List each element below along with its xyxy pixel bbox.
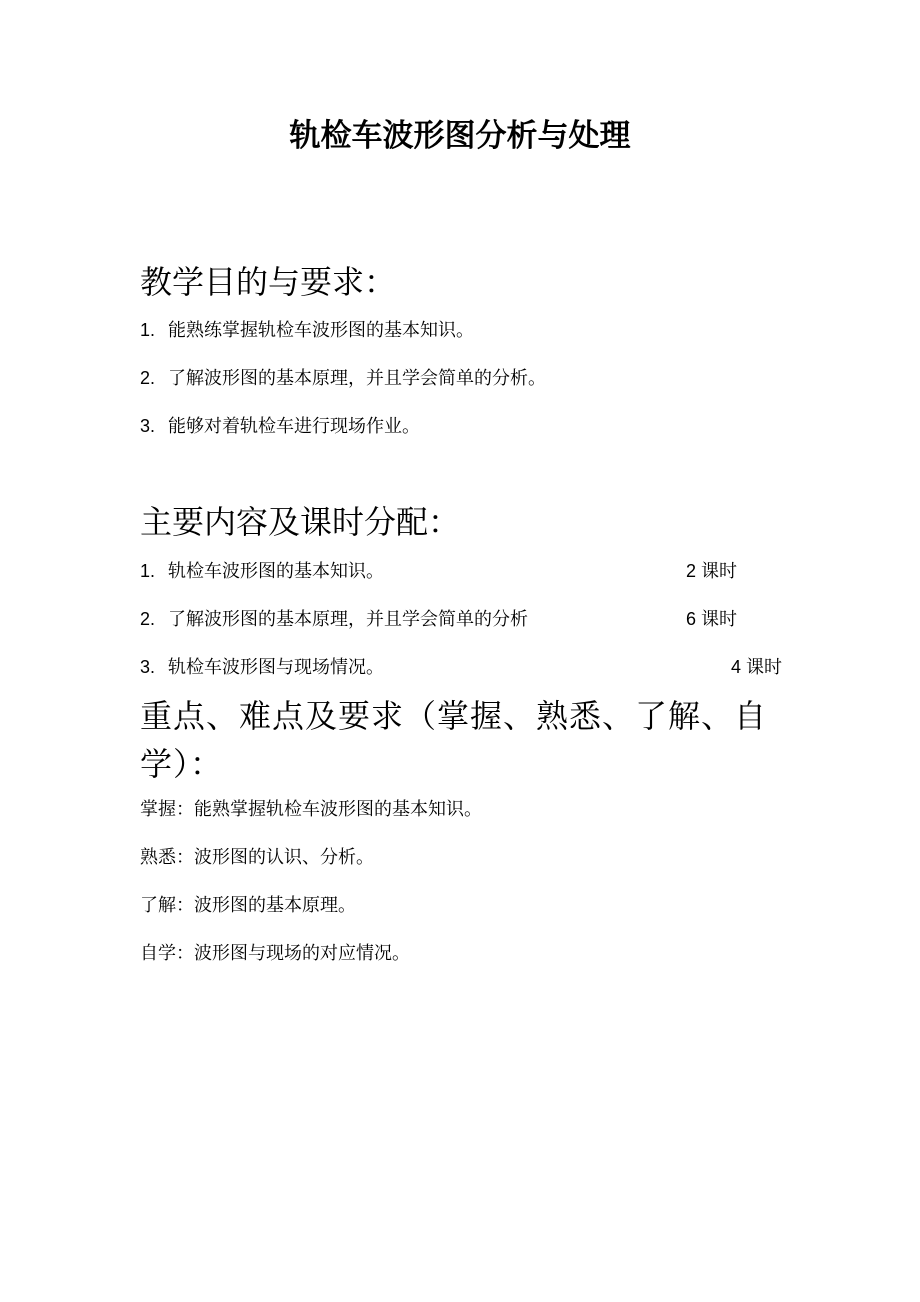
keypoint-label: 熟悉：: [140, 847, 194, 868]
content-item: [140, 654, 384, 681]
hours-value: 4: [731, 657, 742, 677]
objective-item-number: 3.: [140, 416, 156, 436]
content-item: [140, 558, 384, 585]
objectives-heading: 教学目的与要求：: [140, 263, 397, 301]
objective-item: [140, 365, 546, 392]
keypoint-item: [140, 941, 410, 967]
objective-item-number: 1.: [140, 320, 156, 340]
objective-item-text: 能够对着轨检车进行现场作业。: [168, 416, 420, 437]
content-item-number: 2.: [140, 609, 156, 629]
keypoint-label: 自学：: [140, 943, 194, 964]
keypoint-label: 了解：: [140, 895, 194, 916]
keypoint-item: [140, 797, 482, 823]
content-item-text: 轨检车波形图的基本知识。: [168, 561, 384, 582]
keypoint-text: 波形图的认识、分析。: [194, 847, 374, 868]
keypoint-text: 能熟掌握轨检车波形图的基本知识。: [194, 799, 482, 820]
hours-value: 6: [686, 609, 697, 629]
content-item-hours: [686, 558, 737, 585]
keypoint-text: 波形图与现场的对应情况。: [194, 943, 410, 964]
hours-value: 2: [686, 561, 697, 581]
objective-item: [140, 317, 474, 344]
keypoint-item: [140, 893, 356, 919]
content-item-number: 3.: [140, 657, 156, 677]
hours-unit: 课时: [746, 657, 783, 678]
hours-unit: 课时: [701, 561, 738, 582]
objective-item-number: 2.: [140, 368, 156, 388]
objective-item: [140, 413, 420, 440]
document-title: 轨检车波形图分析与处理: [289, 118, 631, 154]
content-item-hours: [686, 606, 737, 633]
keypoint-item: [140, 845, 374, 871]
hours-unit: 课时: [701, 609, 738, 630]
keypoints-heading: 重点、难点及要求（掌握、熟悉、了解、自学）：: [140, 697, 768, 783]
content-item-hours: [731, 654, 782, 681]
content-item-number: 1.: [140, 561, 156, 581]
content-item-text: 轨检车波形图与现场情况。: [168, 657, 384, 678]
keypoint-text: 波形图的基本原理。: [194, 895, 356, 916]
content-heading: 主要内容及课时分配：: [140, 503, 461, 541]
content-item: [140, 606, 528, 633]
objective-item-text: 能熟练掌握轨检车波形图的基本知识。: [168, 320, 474, 341]
keypoint-label: 掌握：: [140, 799, 194, 820]
objective-item-text: 了解波形图的基本原理，并且学会简单的分析。: [168, 368, 546, 389]
content-item-text: 了解波形图的基本原理，并且学会简单的分析: [168, 609, 528, 630]
